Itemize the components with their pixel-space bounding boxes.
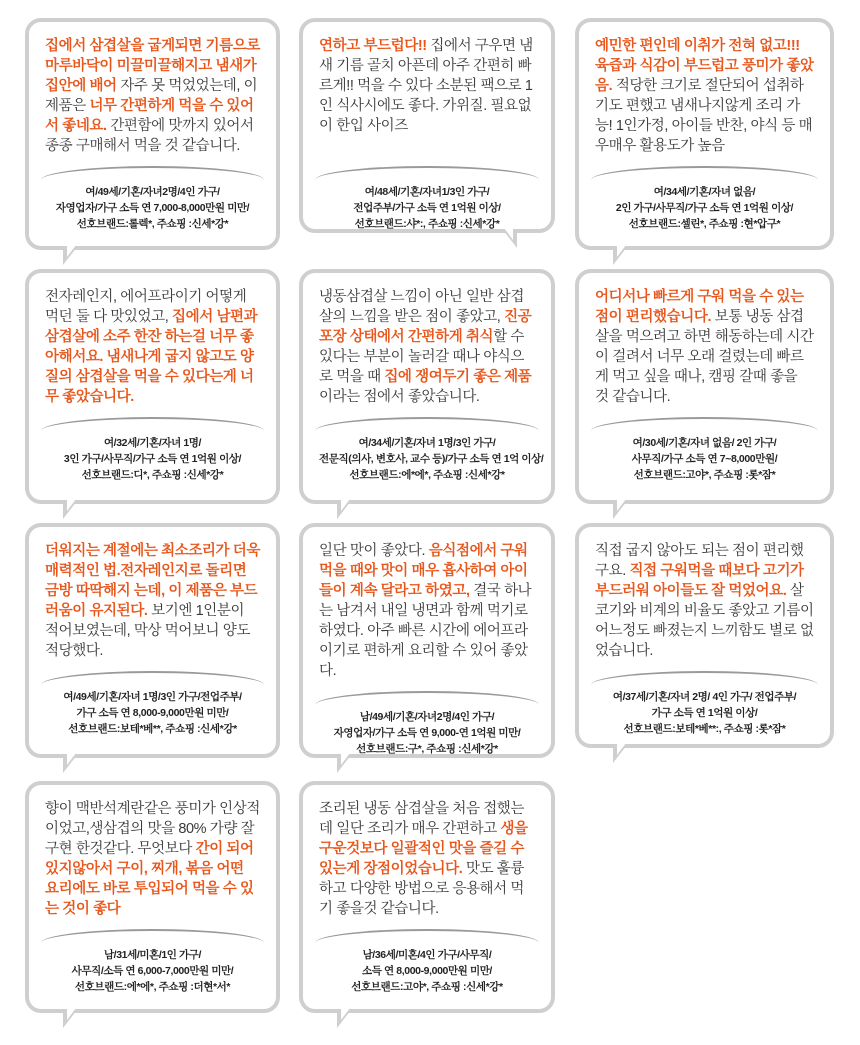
body-text: 일단 맛이 좋았다. bbox=[319, 543, 429, 559]
review-text bbox=[45, 287, 260, 407]
divider bbox=[315, 929, 539, 943]
review-card-6 bbox=[575, 269, 834, 504]
reviewer-line: 여/34세/기혼/자녀 없음/ bbox=[653, 186, 756, 198]
reviewer-line: 전문직(의사, 변호사, 교수 등)/가구 소득 연 1억 이상/ bbox=[319, 453, 544, 465]
reviewer-info bbox=[595, 184, 814, 232]
review-text bbox=[595, 36, 814, 156]
review-card-7 bbox=[25, 523, 280, 758]
reviewer-line: 사무직/소득 연 6,000-7,000만원 미만/ bbox=[71, 965, 234, 977]
reviewer-info bbox=[319, 184, 535, 232]
body-text: 직접 굽지 않아도 되는 점이 편리했구요. bbox=[595, 543, 804, 579]
divider bbox=[41, 417, 264, 431]
reviewer-line: 여/49세/기혼/자녀 1명/3인 가구/전업주부/ bbox=[63, 691, 242, 703]
highlight-text: 간이 되어 있지않아서 구이, 찌개, 볶음 어떤 요리에도 바로 투입되어 먹을 수 있는 것이 좋다 bbox=[45, 841, 254, 917]
reviewer-info bbox=[45, 689, 260, 737]
reviewer-info bbox=[319, 947, 535, 995]
reviewer-line: 선호브랜드:보테*베**:, 주쇼핑 :롯*잠* bbox=[623, 723, 786, 735]
reviewer-info bbox=[319, 709, 535, 757]
review-text bbox=[319, 287, 535, 407]
body-text: 적당한 크기로 절단되어 섭취하기도 편했고 냄새나지않게 조리 가능! 1인가정, 아이들 반찬, 야식 등 매우매우 활용도가 높음 bbox=[595, 78, 813, 154]
body-text: 살코기와 비계의 비율도 좋았고 기름이 어느정도 빠졌는지 느끼함도 별로 없었습니다. bbox=[595, 583, 814, 659]
highlight-text: 직접 구워먹을 때보다 고기가 부드러워 아이들도 잘 먹었어요. bbox=[595, 563, 804, 599]
body-text: 맛도 훌륭하고 다양한 방법으로 응용해서 먹기 좋을것 같습니다. bbox=[319, 861, 525, 917]
review-text bbox=[319, 541, 535, 681]
reviewer-line: 여/32세/기혼/자녀 1명/ bbox=[103, 437, 202, 449]
reviewer-line: 소득 연 8,000-9,000만원 미만/ bbox=[362, 965, 492, 977]
reviewer-line: 선호브랜드:에*에*, 주쇼핑 :더현*서* bbox=[74, 981, 231, 993]
reviewer-line: 여/37세/기혼/자녀 2명/ 4인 가구/ 전업주부/ bbox=[612, 691, 797, 703]
reviewer-line: 선호브랜드:보테*베**, 주쇼핑 :신세*강* bbox=[68, 723, 237, 735]
review-text bbox=[319, 799, 535, 919]
highlight-text: 어디서나 빠르게 구워 먹을 수 있는 점이 편리했습니다. bbox=[595, 289, 804, 325]
body-text: 이라는 점에서 좋았습니다. bbox=[319, 389, 480, 405]
review-text bbox=[45, 799, 260, 919]
review-card-11 bbox=[299, 781, 555, 1013]
review-text bbox=[319, 36, 535, 156]
body-text: 자주 못 먹었었는데, 이 제품은 bbox=[45, 78, 258, 114]
reviewer-line: 여/48세/기혼/자녀1/3인 가구/ bbox=[364, 186, 490, 198]
body-text: 전자레인지, 에어프라이기 어떻게 먹던 둘 다 맛있었고, bbox=[45, 289, 247, 325]
review-text bbox=[595, 287, 814, 407]
reviewer-line: 선호브랜드:고야*, 주쇼핑 :롯*잠* bbox=[633, 469, 776, 481]
divider bbox=[591, 671, 818, 685]
review-text bbox=[595, 541, 814, 661]
highlight-text: 너무 간편하게 먹을 수 있어서 좋네요. bbox=[45, 98, 254, 134]
reviewer-line: 여/34세/기혼/자녀 1명/3인 가구/ bbox=[358, 437, 496, 449]
divider bbox=[591, 417, 818, 431]
reviewer-line: 선호브랜드:에*에*, 주쇼핑 :신세*강* bbox=[349, 469, 505, 481]
reviewer-line: 남/36세/미혼/4인 가구/사무직/ bbox=[362, 949, 492, 961]
body-text: 보기엔 1인분이 적어보였는데, 막상 먹어보니 양도 적당했다. bbox=[45, 603, 251, 659]
highlight-text: 예민한 편인데 이취가 전혀 없고!!! 육즙과 식감이 부드럽고 풍미가 좋았음. bbox=[595, 38, 814, 94]
highlight-text: 집에 쟁여두기 좋은 제품 bbox=[384, 369, 532, 385]
highlight-text: 진공 포장 상태에서 간편하게 취식 bbox=[319, 309, 532, 345]
reviewer-line: 사무직/가구 소득 연 7~8,000만원/ bbox=[631, 453, 778, 465]
reviewer-line: 선호브랜드:구*, 주쇼핑 :신세*강* bbox=[356, 743, 498, 755]
divider bbox=[315, 166, 539, 180]
reviewer-line: 선호브랜드:롤렉*, 주쇼핑 :신세*강* bbox=[76, 218, 229, 230]
review-card-2 bbox=[299, 18, 555, 233]
reviewer-line: 3인 가구/사무직/가구 소득 연 1억원 이상/ bbox=[63, 453, 242, 465]
review-card-5 bbox=[299, 269, 555, 504]
reviewer-info bbox=[45, 435, 260, 483]
reviewer-line: 선호브랜드:디*, 주쇼핑 :신세*강* bbox=[81, 469, 224, 481]
review-card-3 bbox=[575, 18, 834, 250]
body-text: 간편함에 맛까지 있어서 종종 구매해서 먹을 것 같습니다. bbox=[45, 118, 254, 154]
reviewer-line: 여/49세/기혼/자녀2명/4인 가구/ bbox=[85, 186, 220, 198]
review-text bbox=[45, 36, 260, 156]
divider bbox=[41, 166, 264, 180]
highlight-text: 생을 구운것보다 일괄적인 맛을 즐길 수 있는게 장점이었습니다. bbox=[319, 821, 528, 877]
reviewer-line: 남/31세/미혼/1인 가구/ bbox=[103, 949, 202, 961]
body-text: 결국 하나는 남겨서 내일 냉면과 함께 먹기로 하였다. 아주 빠른 시간에 에어프라이기로 편하게 요리할 수 있어 좋았다. bbox=[319, 583, 532, 679]
reviewer-line: 가구 소득 연 1억원 이상/ bbox=[651, 707, 758, 719]
reviewer-line: 선호브랜드:고야*, 주쇼핑 :신세*강* bbox=[351, 981, 503, 993]
highlight-text: 집에서 남편과 삼겹살에 소주 한잔 하는걸 너무 좋아해서요. 냄새나게 굽지 않고도 양질의 삼겹살을 먹을 수 있다는게 너무 좋았습니다. bbox=[45, 309, 258, 405]
reviewer-info bbox=[319, 435, 544, 483]
divider bbox=[315, 417, 539, 431]
highlight-text: 음식점에서 구워 먹을 때와 맛이 매우 흡사하여 아이들이 계속 달라고 하였고, bbox=[319, 543, 528, 599]
body-text: 향이 맥반석계란같은 풍미가 인상적이었고,생삼겹의 맛을 80% 가량 잘 구현 한것같다. 무엇보다 bbox=[45, 801, 260, 857]
reviewer-line: 가구 소득 연 8,000-9,000만원 미만/ bbox=[76, 707, 229, 719]
divider bbox=[41, 929, 264, 943]
body-text: 할 수 있다는 부분이 놀러갈 때나 야식으로 먹을 때 bbox=[319, 329, 525, 385]
body-text: 집에서 구우면 냄새 기름 골치 아픈데 아주 간편히 빠르게!! 먹을 수 있다 소분된 팩으로 1인 식사시에도 좋다. 가위질. 필요없이 한입 사이즈 bbox=[319, 38, 533, 134]
reviewer-line: 자영업자/가구 소득 연 7,000-8,000만원 미만/ bbox=[55, 202, 250, 214]
reviewer-line: 남/49세/기혼/자녀2명/4인 가구/ bbox=[359, 711, 495, 723]
highlight-text: 연하고 부드럽다!! bbox=[319, 38, 427, 54]
review-card-8 bbox=[299, 523, 555, 758]
review-card-9 bbox=[575, 523, 834, 748]
reviewer-line: 2인 가구/사무직/가구 소득 연 1억원 이상/ bbox=[615, 202, 794, 214]
divider bbox=[315, 691, 539, 705]
reviewer-line: 선호브랜드:샤*:, 주쇼핑 :신세*강* bbox=[354, 218, 500, 230]
reviewer-info bbox=[45, 184, 260, 232]
body-text: 보통 냉동 삼겹살을 먹으려고 하면 해동하는데 시간이 걸려서 너무 오래 걸렸는데 빠르게 먹고 싶을 때나, 캠핑 갈때 좋을 것 같습니다. bbox=[595, 309, 814, 405]
divider bbox=[41, 671, 264, 685]
reviewer-line: 선호브랜드:셀린*, 주쇼핑 :현*압구* bbox=[628, 218, 781, 230]
reviewer-info bbox=[595, 689, 814, 737]
review-text bbox=[45, 541, 260, 661]
reviewer-info bbox=[45, 947, 260, 995]
review-card-4 bbox=[25, 269, 280, 504]
divider bbox=[591, 166, 818, 180]
body-text: 조리된 냉동 삼겹살을 처음 접했는데 일단 조리가 매우 간편하고 bbox=[319, 801, 525, 837]
reviewer-line: 여/30세/기혼/자녀 없음/ 2인 가구/ bbox=[632, 437, 777, 449]
body-text: 냉동삼겹살 느낌이 아닌 일반 삼겹살의 느낌을 받은 점이 좋았고, bbox=[319, 289, 525, 325]
review-card-10 bbox=[25, 781, 280, 1013]
reviewer-line: 자영업자/가구 소득 연 9,000-연 1억원 미만/ bbox=[333, 727, 521, 739]
review-card-1 bbox=[25, 18, 280, 250]
highlight-text: 더워지는 계절에는 최소조리가 더욱 매력적인 법.전자레인지로 돌리면 금방 따딱해지 는데, 이 제품은 부드러움이 유지된다. bbox=[45, 543, 260, 619]
reviewer-line: 전업주부/가구 소득 연 1억원 이상/ bbox=[353, 202, 501, 214]
reviewer-info bbox=[595, 435, 814, 483]
highlight-text: 집에서 삼겹살을 굽게되면 기름으로 마루바닥이 미끌미끌해지고 냄새가 집안에 배어 bbox=[45, 38, 260, 94]
